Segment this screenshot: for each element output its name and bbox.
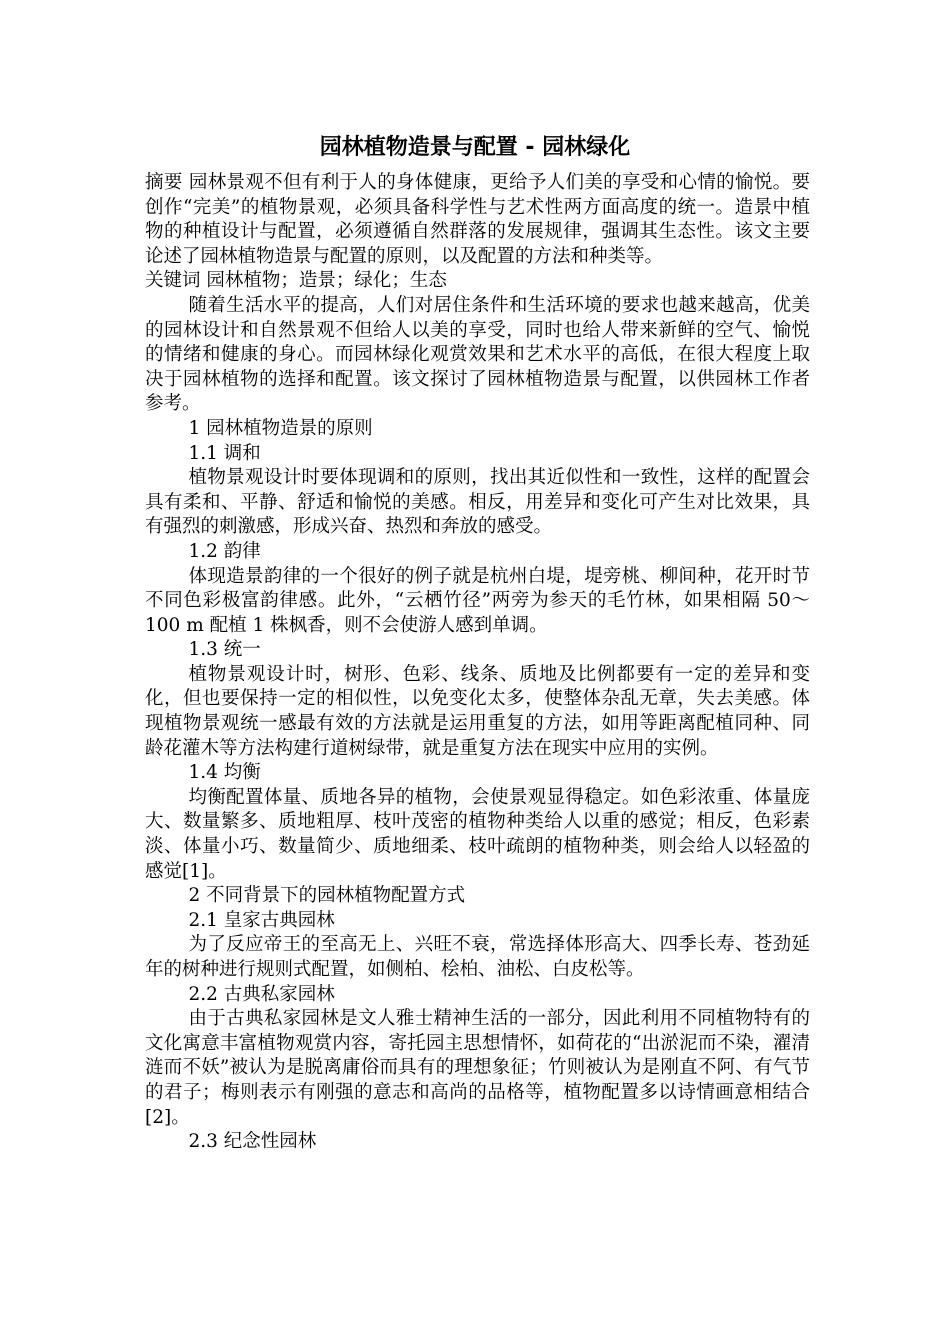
paragraph: 2.3 纪念性园林 bbox=[188, 1131, 317, 1153]
paragraph: 1.1 调和 bbox=[188, 442, 261, 464]
paragraph: 体现造景韵律的一个很好的例子就是杭州白堤，堤旁桃、柳间种，花开时节不同色彩极富韵律感。此外，“云栖竹径”两旁为参天的毛竹林，如果相隔 50～100 m 配植 1 株枫香，则不会使游人感到单调。 bbox=[145, 565, 810, 636]
paragraph: 均衡配置体量、质地各异的植物，会使景观显得稳定。如色彩浓重、体量庞大、数量繁多、质地粗厚、枝叶茂密的植物种类给人以重的感觉；相反，色彩素淡、体量小巧、数量简少、质地细柔、枝叶疏朗的植物种类，则会给人以轻盈的感觉[1]。 bbox=[145, 786, 810, 882]
paragraph: 1.2 韵律 bbox=[188, 540, 261, 562]
paragraph: 2.2 古典私家园林 bbox=[188, 983, 335, 1005]
document-body bbox=[145, 171, 810, 1155]
paragraph: 2 不同背景下的园林植物配置方式 bbox=[188, 885, 466, 907]
document-title: 园林植物造景与配置 - 园林绿化 bbox=[319, 135, 631, 160]
paragraph: 1 园林植物造景的原则 bbox=[188, 417, 373, 439]
paragraph: 关键词 园林植物；造景；绿化；生态 bbox=[145, 270, 447, 292]
paragraph: 1.3 统一 bbox=[188, 639, 261, 661]
paragraph: 由于古典私家园林是文人雅士精神生活的一部分，因此利用不同植物特有的文化寓意丰富植物观赏内容，寄托园主思想情怀，如荷花的“出淤泥而不染，濯清涟而不妖”被认为是脱离庸俗而具有的理想象征；竹则被认为是刚直不阿、有气节的君子；梅则表示有刚强的意志和高尚的品格等，植物配置多以诗情画意相结合[2]。 bbox=[145, 1008, 810, 1128]
paragraph: 1.4 均衡 bbox=[188, 762, 261, 784]
paragraph: 摘要 园林景观不但有利于人的身体健康，更给予人们美的享受和心情的愉悦。要创作“完美”的植物景观，必须具备科学性与艺术性两方面高度的统一。造景中植物的种植设计与配置，必须遵循自然群落的发展规律，强调其生态性。该文主要论述了园林植物造景与配置的原则，以及配置的方法和种类等。 bbox=[145, 172, 810, 267]
paragraph: 随着生活水平的提高，人们对居住条件和生活环境的要求也越来越高，优美的园林设计和自然景观不但给人以美的享受，同时也给人带来新鲜的空气、愉悦的情绪和健康的身心。而园林绿化观赏效果和艺术水平的高低，在很大程度上取决于园林植物的选择和配置。该文探讨了园林植物造景与配置，以供园林工作者参考。 bbox=[145, 294, 810, 415]
paragraph: 2.1 皇家古典园林 bbox=[188, 909, 335, 931]
paragraph: 植物景观设计时，树形、色彩、线条、质地及比例都要有一定的差异和变化，但也要保持一定的相似性，以免变化太多，使整体杂乱无章，失去美感。体现植物景观统一感最有效的方法就是运用重复的方法，如用等距离配植同种、同龄花灌木等方法构建行道树绿带，就是重复方法在现实中应用的实例。 bbox=[145, 663, 810, 759]
paragraph: 为了反应帝王的至高无上、兴旺不衰，常选择体形高大、四季长寿、苍劲延年的树种进行规则式配置，如侧柏、桧柏、油松、白皮松等。 bbox=[145, 934, 810, 980]
paragraph: 植物景观设计时要体现调和的原则，找出其近似性和一致性，这样的配置会具有柔和、平静、舒适和愉悦的美感。相反，用差异和变化可产生对比效果，具有强烈的刺激感，形成兴奋、热烈和奔放的感受。 bbox=[145, 467, 810, 538]
